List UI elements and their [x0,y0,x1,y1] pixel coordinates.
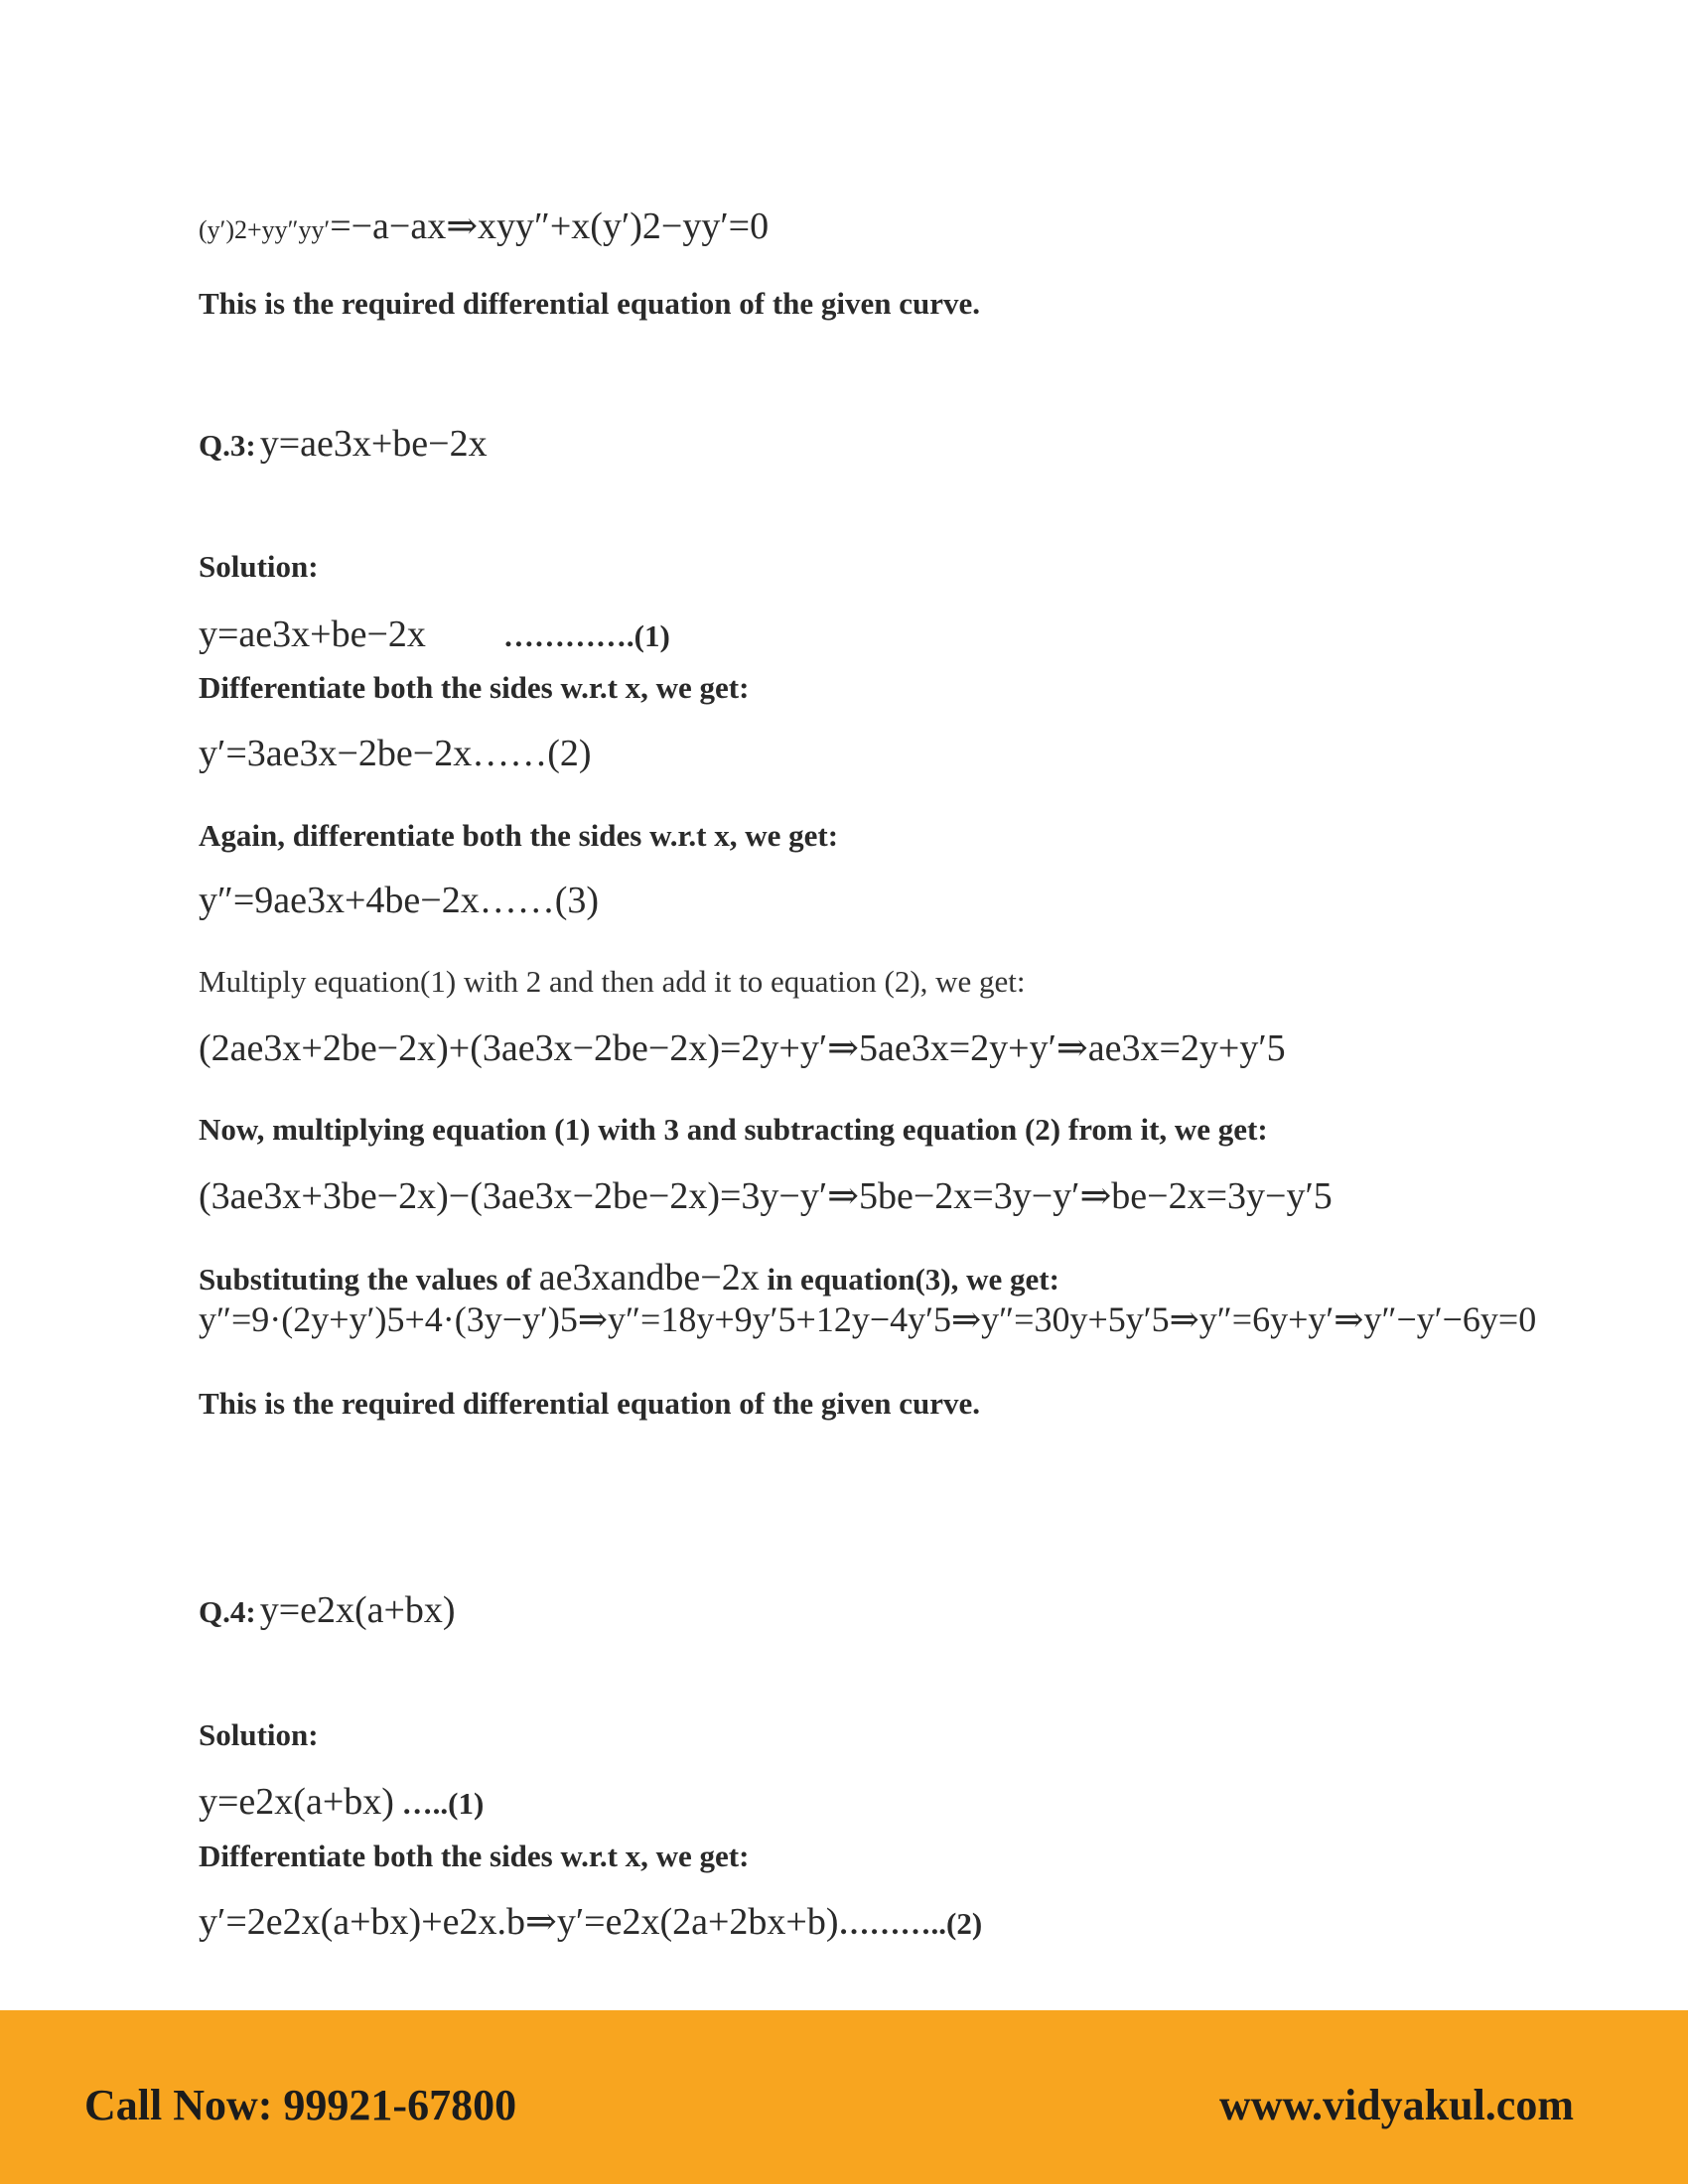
q4-equation: y=e2x(a+bx) [259,1589,456,1631]
q3-substitute-a: Substituting the values of [199,1262,539,1297]
q3-substitute-c: in equation(3), we get: [759,1262,1059,1297]
top-equation-fraction: (y′)2+yy″yy′ [199,215,331,244]
q3-label: Q.3: [199,428,256,463]
q3-eq3: y″=9ae3x+4be−2x……(3) [199,880,600,921]
footer-bar [0,2010,1688,2184]
q3-multiply-text: Multiply equation(1) with 2 and then add it to equation (2), we get: [199,964,1026,999]
q4-eq1-text: y=e2x(a+bx) [199,1781,394,1823]
q4-heading [199,1588,456,1632]
q4-eq2-tag: ………..(2) [838,1906,983,1941]
website-link[interactable]: www.vidyakul.com [1219,2081,1574,2129]
q4-solution-label: Solution: [199,1717,319,1752]
q3-equation: y=ae3x+be−2x [259,423,488,465]
q3-substitute-b: ae3xandbe−2x [538,1257,760,1298]
q3-heading [199,422,488,466]
q4-eq2-text: y′=2e2x(a+bx)+e2x.b⇒y′=e2x(2a+2bx+b) [199,1901,839,1943]
top-conclusion: This is the required differential equation of the given curve. [199,286,981,321]
call-now-text[interactable]: Call Now: 99921-67800 [84,2081,517,2129]
q4-eq2 [199,1899,982,1944]
q3-eq1-tag: ………….(1) [502,618,670,653]
q3-solution-label: Solution: [199,549,319,584]
top-equation [199,204,769,248]
q3-eq4: (2ae3x+2be−2x)+(3ae3x−2be−2x)=2y+y′⇒5ae3x=2y+y′⇒ae3x=2y+y′5 [199,1027,1286,1069]
q3-conclusion: This is the required differential equation of the given curve. [199,1386,981,1421]
q3-diff1: Differentiate both the sides w.r.t x, we get: [199,670,750,705]
q3-eq2: y′=3ae3x−2be−2x……(2) [199,733,592,774]
q3-eq1 [199,613,670,656]
q4-eq1 [199,1780,484,1824]
top-equation-rest: =−a−ax⇒xyy″+x(y′)2−yy′=0 [330,205,770,247]
q4-diff1: Differentiate both the sides w.r.t x, we get: [199,1839,750,1873]
q3-now-text: Now, multiplying equation (1) with 3 and subtracting equation (2) from it, we get: [199,1112,1268,1147]
q3-eq1-text: y=ae3x+be−2x [199,614,426,655]
q3-substitute [199,1256,1059,1299]
q4-label: Q.4: [199,1594,256,1629]
q3-eq6: y″=9·(2y+y′)5+4·(3y−y′)5⇒y″=18y+9y′5+12y−4y′5⇒y″=30y+5y′5⇒y″=6y+y′⇒y″−y′−6y=0 [199,1299,1537,1339]
q3-eq5: (3ae3x+3be−2x)−(3ae3x−2be−2x)=3y−y′⇒5be−2x=3y−y′⇒be−2x=3y−y′5 [199,1175,1333,1217]
q4-eq1-tag: …..(1) [393,1786,485,1821]
q3-diff2: Again, differentiate both the sides w.r.t x, we get: [199,818,839,853]
